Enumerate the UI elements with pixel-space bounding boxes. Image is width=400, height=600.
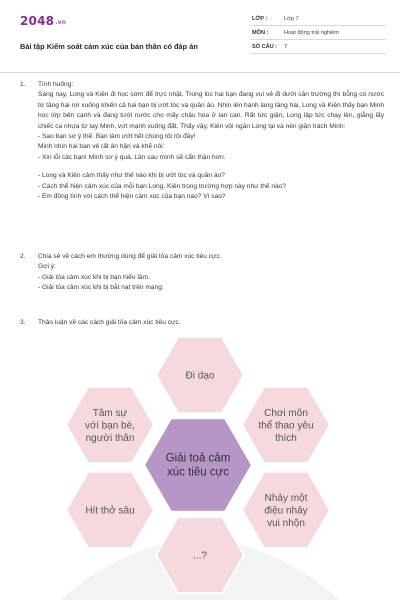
meta-row-subject (250, 26, 386, 40)
question-body (38, 318, 384, 328)
meta-key: MÔN : (252, 29, 269, 36)
hex-label-line: thích (275, 433, 297, 444)
meta-row-count (250, 40, 386, 54)
hex-top-label (186, 371, 215, 382)
header-divider (0, 72, 400, 73)
question-line: Thảo luận về các cách giải tỏa cảm xúc tiêu cực. (38, 319, 181, 326)
question-line: - Giải tỏa cảm xúc khi bị bắt nạt trên mạng. (38, 284, 164, 292)
hex-label-line: Nhảy một (264, 493, 308, 504)
hex-label-line: xúc tiêu cực (166, 466, 230, 479)
question-line: Tình huống: (38, 81, 74, 88)
question-number: 2. (20, 253, 26, 260)
question-1 (14, 80, 386, 202)
question-line: - Giải tỏa cảm xúc khi bị bạn hiểu lầm. (38, 273, 150, 281)
question-body (38, 252, 384, 294)
question-line: Minh nhìn hai bạn vẻ rất ân hận và khẽ nói: (38, 143, 165, 151)
meta-row-grade (250, 12, 386, 26)
question-body (38, 80, 384, 202)
hex-label-line: người thân (85, 433, 135, 444)
hex-bottom-right-label (264, 493, 307, 529)
question-3 (14, 318, 386, 328)
sub-question: - Em đồng tình với cách thể hiện cảm xúc của bạn nào? Vì sao? (38, 193, 226, 201)
sub-question: - Long và Kiên cảm thấy như thế nào khi bị ướt tóc và quần áo? (38, 172, 225, 180)
question-2 (14, 252, 386, 294)
hex-top (156, 337, 244, 413)
hex-center (144, 418, 252, 512)
question-line: - Xin lỗi các bạn! Mình sơ ý quá. Lần sau mình sẽ cẩn thận hơn. (38, 153, 226, 161)
hexagon-diagram (0, 330, 400, 600)
meta-key: SỐ CÂU : (252, 43, 278, 50)
site-logo[interactable]: 2048.vn (20, 14, 67, 28)
hex-top-left (66, 387, 154, 463)
meta-value: 7 (284, 43, 288, 50)
hex-label-line: thể thao yêu (258, 420, 314, 432)
hex-bottom-left-label (85, 505, 134, 517)
document-title: Bài tập Kiểm soát cảm xúc của bản thân có đáp án (20, 42, 198, 51)
question-number: 1. (20, 81, 26, 88)
meta-table (250, 12, 386, 54)
hex-top-right (242, 387, 330, 463)
question-line: Chia sẻ về cách em thường dùng để giải tỏa cảm xúc tiêu cực. (38, 253, 222, 260)
hex-label-line: Chơi môn (264, 408, 308, 419)
hex-bottom-left (66, 472, 154, 548)
question-line: Sáng nay, Long và Kiên đi học sớm để trực nhật. Trong lúc hai bạn đang vui vẻ đi dưới sân trường thì bỗng có nước từ tầng hai rơi xuống khiến cả hai bạn bị ướt tóc và quần áo. Nhìn lên hành lang tầng hai, Long và Kiên thấy bạn Minh học lớp bên cạnh và đang tưới nước cho mấy chậu hoa ở lan can. Rất tức giận, Long lập tức chạy lên, giằng lấy chiếc ca nhựa từ tay Minh, vứt mạnh xuống đất. Thấy vậy, Kiên vội ngăn Long lại và nén giận trách Minh: (38, 91, 384, 130)
question-line: - Sao bạn sơ ý thế. Bạn làm ướt hết chúng tôi rồi đây! (38, 133, 196, 141)
hex-label-line: với bạn bè, (85, 420, 135, 432)
sub-question: - Cách thể hiện cảm xúc của mỗi bạn Long, Kiên trong trường hợp này như thế nào? (38, 182, 287, 190)
hex-label-line: Hít thở sâu (85, 505, 135, 517)
page-header (14, 12, 386, 66)
hex-bottom-right (242, 472, 330, 548)
hex-label-line: Tâm sự (92, 408, 128, 419)
hex-label-line: vui nhộn (267, 518, 305, 529)
hex-label-line: điệu nhảy (264, 505, 308, 517)
question-line: Gợi ý: (38, 263, 56, 271)
meta-value: Hoạt động trải nghiệm (284, 29, 340, 36)
meta-value: Lớp 7 (284, 15, 299, 22)
hex-label-line: Đi dạo (185, 370, 215, 382)
hex-label-line: ...? (193, 550, 207, 562)
question-number: 3. (20, 319, 26, 326)
hex-bottom-label (193, 551, 207, 562)
hex-label-line: Giải toả cảm (165, 452, 231, 465)
meta-key: LỚP : (252, 15, 268, 22)
